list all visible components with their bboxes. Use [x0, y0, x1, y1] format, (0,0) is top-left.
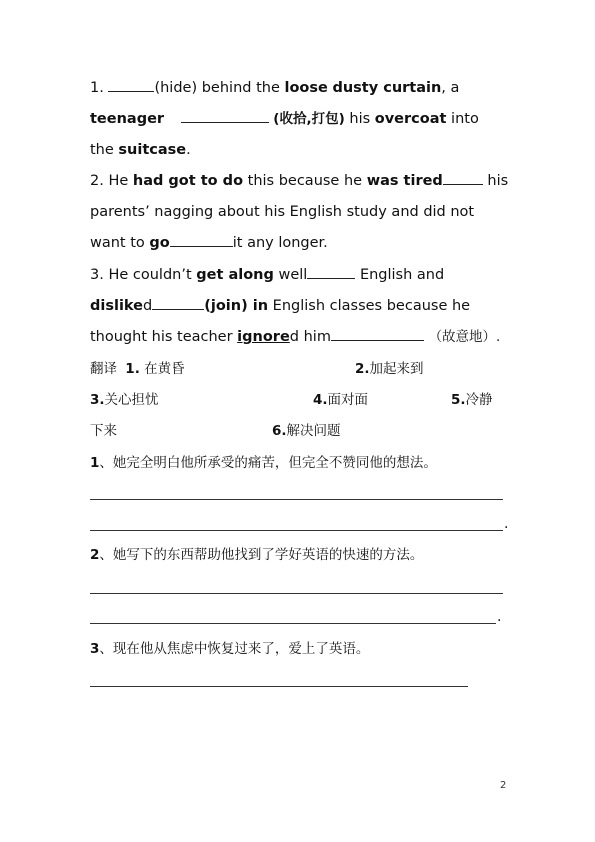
translate-t5: 冷静: [465, 392, 493, 408]
q3-d: d: [143, 298, 153, 314]
translate-t6: 解决问题: [286, 423, 341, 439]
translate-item6: [272, 421, 341, 441]
translate-t4: 面对面: [327, 392, 369, 408]
q3-blank-join[interactable]: [152, 296, 204, 310]
translate-n4: 4.: [313, 392, 328, 408]
q2-had-got-to-do: had got to do: [132, 173, 244, 189]
q1-overcoat: overcoat: [374, 111, 447, 127]
translate-n5: 5.: [451, 392, 466, 408]
q1-teenager: teenager: [90, 111, 165, 127]
q3-well: well: [273, 267, 308, 283]
answer-period-1: .: [504, 516, 509, 532]
sentence-3-text: 、现在他从焦虑中恢复过来了，爱上了英语。: [99, 641, 370, 657]
q3-blank-deliberately[interactable]: [331, 327, 424, 341]
q2-blank-go[interactable]: [170, 233, 233, 247]
q2-his: his: [487, 173, 509, 189]
q1-comma-a: , a: [441, 80, 460, 96]
q2-line1: [90, 171, 508, 191]
q1-his: his: [344, 111, 375, 127]
translate-item2: [355, 359, 424, 379]
sentence-2-text: 、她写下的东西帮助他找到了学好英语的快速的方法。: [99, 547, 424, 563]
q3-line2: [90, 296, 470, 316]
q1-hint-hide: (hide) behind the: [154, 80, 285, 96]
page-number: 2: [500, 780, 507, 791]
translate-t5b: 下来: [90, 423, 117, 439]
q2-want-to: want to: [90, 235, 150, 251]
q1-suitcase: suitcase: [118, 142, 187, 158]
translate-label: 翻译: [90, 361, 117, 377]
q1-blank-pack[interactable]: [181, 109, 269, 123]
q1-line3: [90, 140, 191, 160]
q2-it-any: it any longer.: [232, 235, 328, 251]
answer-line-1b[interactable]: [90, 530, 503, 531]
q1-blank-hide[interactable]: [108, 78, 154, 92]
q1-dusty-curtain: dusty curtain: [332, 80, 442, 96]
translate-item4: [313, 390, 368, 410]
q2-this-because: this because he: [243, 173, 367, 189]
q3-classes: English classes because he: [268, 298, 471, 314]
answer-line-1a[interactable]: [90, 499, 503, 500]
answer-line-3a[interactable]: [90, 686, 468, 687]
q3-get-along: get along: [196, 267, 274, 283]
translate-t3: 关心担忧: [104, 392, 159, 408]
translate-n2: 2.: [355, 361, 370, 377]
sentence-1: [90, 453, 437, 473]
q2-he: 2. He: [90, 173, 133, 189]
q1-dot: .: [186, 142, 191, 158]
q2-line3: [90, 233, 328, 253]
q3-dislike: dislike: [90, 298, 144, 314]
answer-line-2b[interactable]: [90, 623, 496, 624]
q1-number: 1.: [90, 80, 104, 96]
answer-period-2: .: [497, 609, 502, 625]
translate-item5-cont: [90, 421, 117, 441]
sentence-2-num: 2: [90, 547, 100, 563]
q2-line2: [90, 202, 474, 222]
answer-line-2a[interactable]: [90, 593, 503, 594]
q1-hint-cn: (收拾,打包): [273, 111, 345, 127]
q3-hint-cn: （故意地）.: [428, 329, 501, 345]
q3-line1: [90, 265, 444, 285]
q2-blank-tired[interactable]: [443, 171, 483, 185]
sentence-1-text: 、她完全明白他所承受的痛苦，但完全不赞同他的想法。: [99, 455, 437, 471]
sentence-3: [90, 639, 369, 659]
q1-line2: [90, 109, 479, 129]
q2-text2: parents’ nagging about his English study and did not: [90, 204, 475, 220]
q3-d-him: d him: [289, 329, 331, 345]
q3-he: 3. He couldn’t: [90, 267, 197, 283]
sentence-3-num: 3: [90, 641, 100, 657]
translate-n6: 6.: [272, 423, 287, 439]
sentence-2: [90, 545, 423, 565]
q3-blank-well[interactable]: [307, 265, 355, 279]
translate-n1: 1.: [125, 361, 140, 377]
translate-item3: [90, 390, 159, 410]
q3-line3: [90, 327, 500, 347]
q1-line1: [90, 78, 459, 98]
translate-item5: [451, 390, 493, 410]
q2-was-tired: was tired: [366, 173, 443, 189]
q1-the: the: [90, 142, 119, 158]
q3-english-and: English and: [359, 267, 445, 283]
translate-t2: 加起来到: [369, 361, 424, 377]
sentence-1-num: 1: [90, 455, 100, 471]
translate-t1: 在黄昏: [144, 361, 185, 377]
translate-n3: 3.: [90, 392, 105, 408]
q3-join: (join) in: [204, 298, 269, 314]
translate-row1: [90, 359, 185, 379]
q1-loose: loose: [284, 80, 328, 96]
q3-ignore: ignore: [237, 329, 290, 345]
q2-go: go: [149, 235, 170, 251]
q3-thought: thought his teacher: [90, 329, 238, 345]
q1-into: into: [446, 111, 479, 127]
